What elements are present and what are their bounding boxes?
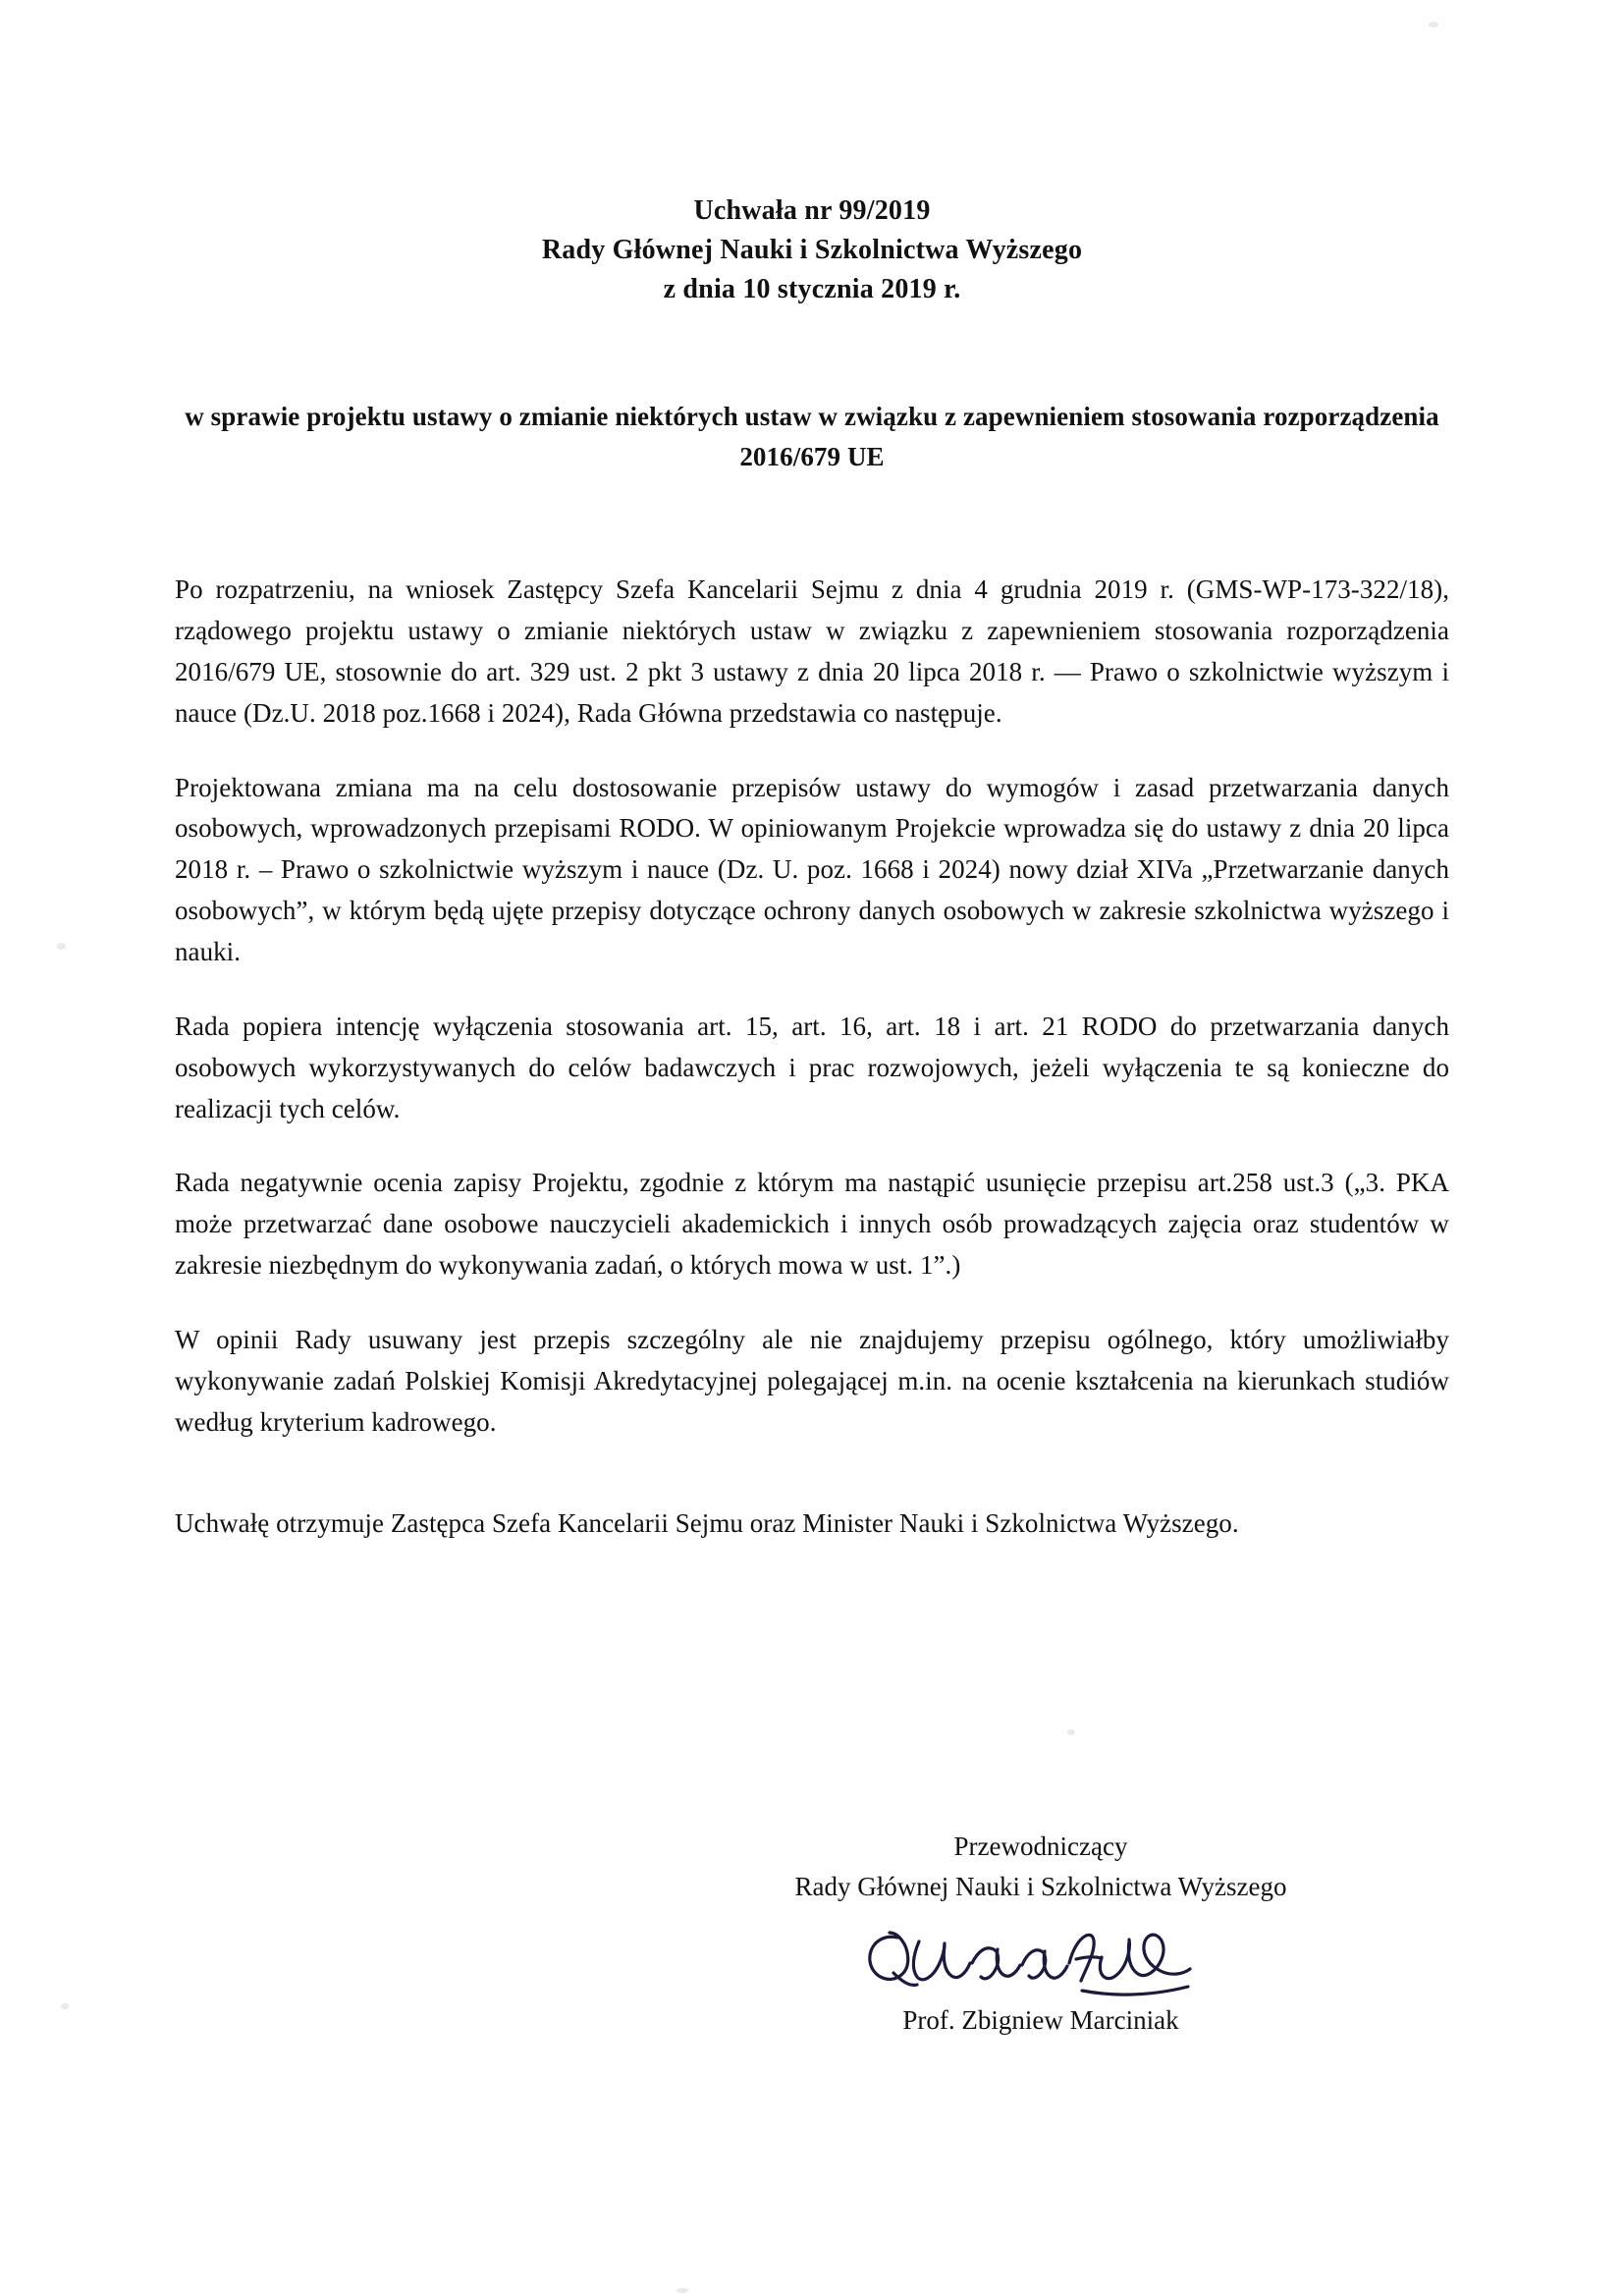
document-body: [175, 191, 1449, 1545]
paragraph: W opinii Rady usuwany jest przepis szczególny ale nie znajdujemy przepisu ogólnego, który umożliwiałby wykonywanie zadań Polskiej Komisji Akredytacyjnej polegającej m.in. na ocenie kształcenia na kierunkach studiów według kryterium kadrowego.: [175, 1324, 1449, 1437]
title-line-1: Uchwała nr 99/2019: [693, 195, 931, 226]
signatory-name: Prof. Zbigniew Marciniak: [902, 2005, 1179, 2035]
subject-line-2: stosowania rozporządzenia 2016/679 UE: [739, 402, 1439, 471]
paragraph: Rada popiera intencję wyłączenia stosowania art. 15, art. 16, art. 18 i art. 21 RODO do przetwarzania danych osobowych wykorzystywanych do celów badawczych i prac rozwojowych, jeżeli wyłączenia te są konieczne do realizacji tych celów.: [175, 1011, 1449, 1123]
scan-artifact: [1067, 1729, 1075, 1735]
paragraph: Projektowana zmiana ma na celu dostosowanie przepisów ustawy do wymogów i zasad przetwarzania danych osobowych, wprowadzonych przepisami RODO. W opiniowanym Projekcie wprowadza się do ustawy z dnia 20 lipca 2018 r. – Prawo o szkolnictwie wyższym i nauce (Dz. U. poz. 1668 i 2024) nowy dział XIVa „Przetwarzanie danych osobowych”, w którym będą ujęte przepisy dotyczące ochrony danych osobowych w zakresie szkolnictwa wyższego i nauki.: [175, 772, 1449, 966]
document-closing: [175, 1503, 1449, 1545]
title-line-3: z dnia 10 stycznia 2019 r.: [663, 273, 961, 304]
scan-artifact: [676, 2288, 688, 2293]
handwritten-signature-icon: [854, 1912, 1227, 2006]
signatory-role-line-2: Rady Głównej Nauki i Szkolnictwa Wyższego: [794, 1871, 1287, 1901]
document-subject: [175, 397, 1449, 476]
title-line-2: Rady Głównej Nauki i Szkolnictwa Wyższego: [541, 234, 1083, 265]
scan-artifact: [1429, 22, 1438, 27]
document-title: [175, 191, 1449, 308]
signature-block: [687, 1827, 1394, 2041]
paragraph: Rada negatywnie ocenia zapisy Projektu, zgodnie z którym ma nastąpić usunięcie przepisu art.258 ust.3 („3. PKA może przetwarzać dane osobowe nauczycieli akademickich i innych osób prowadzących zajęcia oraz studentów w zakresie niezbędnym do wykonywania zadań, o których mowa w ust. 1”.): [175, 1168, 1449, 1281]
document-paragraphs: [175, 570, 1449, 1443]
closing-paragraph: Uchwałę otrzymuje Zastępca Szefa Kancelarii Sejmu oraz Minister Nauki i Szkolnictwa Wyższego.: [175, 1508, 1239, 1539]
subject-line-1: w sprawie projektu ustawy o zmianie niektórych ustaw w związku z zapewnieniem: [185, 402, 1125, 432]
scan-artifact: [61, 2003, 69, 2009]
paragraph: Po rozpatrzeniu, na wniosek Zastępcy Szefa Kancelarii Sejmu z dnia 4 grudnia 2019 r. (GMS-WP-173-322/18), rządowego projektu ustawy o zmianie niektórych ustaw w związku z zapewnieniem stosowania rozporządzenia 2016/679 UE, stosownie do art. 329 ust. 2 pkt 3 ustawy z dnia 20 lipca 2018 r. — Prawo o szkolnictwie wyższym i nauce (Dz.U. 2018 poz.1668 i 2024), Rada Główna przedstawia co następuje.: [175, 574, 1449, 728]
scan-artifact: [57, 943, 66, 950]
signatory-role-line-1: Przewodniczący: [953, 1831, 1128, 1861]
